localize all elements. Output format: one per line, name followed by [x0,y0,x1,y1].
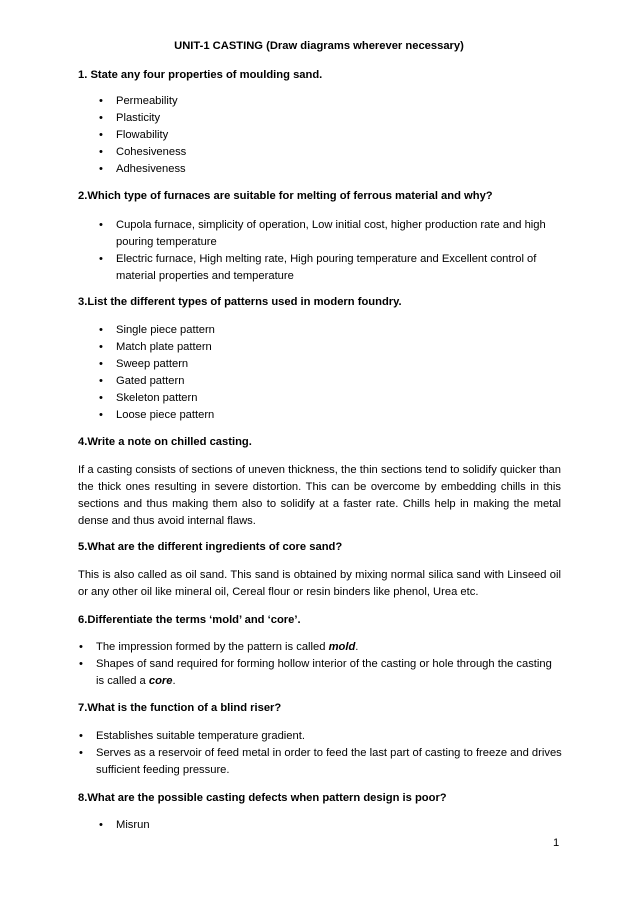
list-item: • Adhesiveness [116,161,562,178]
list-item: • Loose piece pattern [116,407,562,424]
item-text-end: . [172,675,176,687]
list-item [96,639,562,656]
question-7-heading: 7.What is the function of a blind riser? [78,702,282,714]
item-text: The impression formed by the pattern is called [96,641,329,653]
question-4-answer: If a casting consists of sections of uneven thickness, the thin sections tend to solidify quicker than the thick ones resulting in severe distortion. This can be overcome by embedding chills in this sections and thus making them also to solidify at a faster rate. Chills help in making the metal dense and thus avoid internal flaws. [78,464,561,527]
question-6-heading: 6.Differentiate the terms ‘mold’ and ‘core’. [78,614,301,626]
list-item: • Serves as a reservoir of feed metal in order to feed the last part of casting to freeze and drives sufficient feeding pressure. [96,745,562,779]
question-8-heading: 8.What are the possible casting defects when pattern design is poor? [78,792,447,804]
question-2-list [116,217,562,285]
question-3-list [116,322,562,424]
question-2-heading: 2.Which type of furnaces are suitable for melting of ferrous material and why? [78,190,493,202]
question-4-heading: 4.Write a note on chilled casting. [78,436,252,448]
question-5-heading: 5.What are the different ingredients of core sand? [78,541,343,553]
term-core: core [148,675,173,687]
document-title: UNIT-1 CASTING (Draw diagrams wherever necessary) [174,40,464,52]
list-item: • Gated pattern [116,373,562,390]
list-item: • Sweep pattern [116,356,562,373]
list-item: • Cohesiveness [116,144,562,161]
question-3-heading: 3.List the different types of patterns used in modern foundry. [78,296,402,308]
question-8-list [116,817,562,834]
list-item: • Match plate pattern [116,339,562,356]
list-item: • Electric furnace, High melting rate, High pouring temperature and Excellent control of material properties and temperature [116,251,562,285]
list-item: • Plasticity [116,110,562,127]
item-text-end: . [355,641,359,653]
page-number: 1 [553,837,560,849]
list-item: • Permeability [116,93,562,110]
item-text: Shapes of sand required for forming hollow interior of the casting or hole through the casting is called a [96,658,552,687]
term-mold: mold [328,641,356,653]
question-7-list [96,728,562,779]
list-item: • Establishes suitable temperature gradient. [96,728,562,745]
list-item: • Misrun [116,817,562,834]
list-item: • Flowability [116,127,562,144]
list-item: • Skeleton pattern [116,390,562,407]
list-item: • Cupola furnace, simplicity of operation, Low initial cost, higher production rate and high pouring temperature [116,217,562,251]
list-item [96,656,562,690]
question-1-list [116,93,562,178]
question-6-list [96,639,562,690]
question-5-answer: This is also called as oil sand. This sand is obtained by mixing normal silica sand with Linseed oil or any other oil like mineral oil, Cereal flour or resin binders like phenol, Urea etc. [78,569,561,598]
list-item: • Single piece pattern [116,322,562,339]
question-1-heading: 1. State any four properties of moulding sand. [78,69,323,81]
